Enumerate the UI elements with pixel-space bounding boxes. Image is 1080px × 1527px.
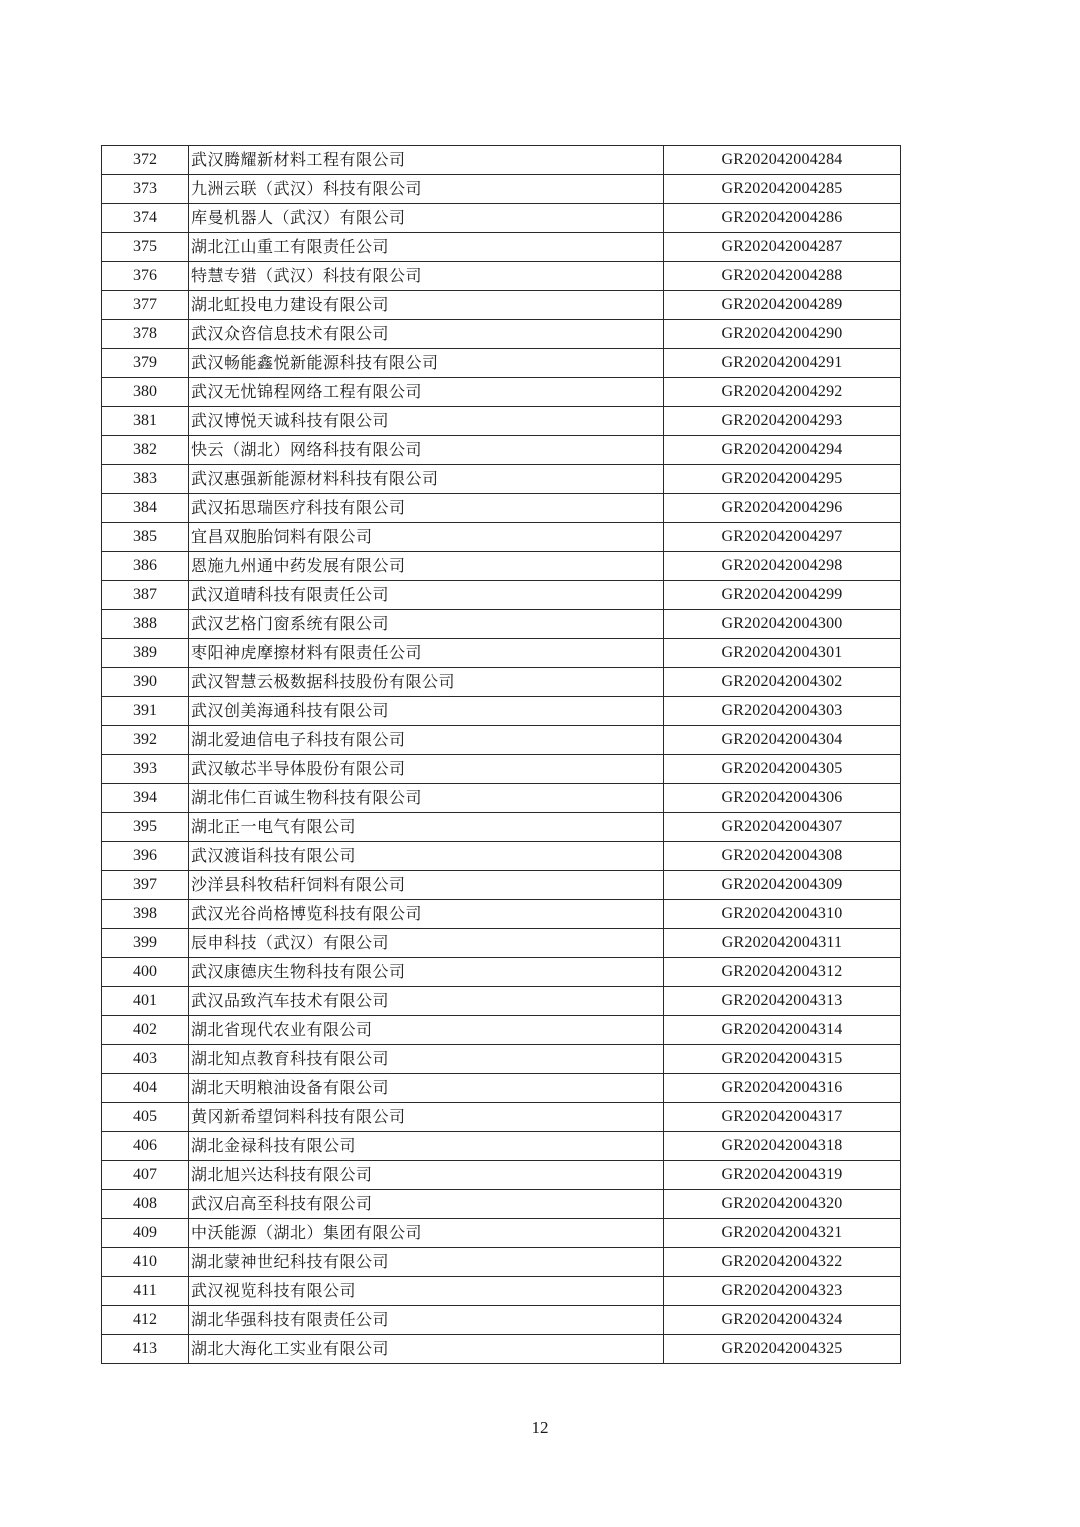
company-name-cell: 武汉智慧云极数据科技股份有限公司 [189, 668, 664, 697]
certificate-code-cell: GR202042004298 [664, 552, 901, 581]
row-number-cell: 385 [102, 523, 189, 552]
table-row [102, 349, 901, 378]
company-name-cell: 湖北省现代农业有限公司 [189, 1016, 664, 1045]
certificate-code-cell: GR202042004295 [664, 465, 901, 494]
table-row [102, 146, 901, 175]
certificate-code-cell: GR202042004299 [664, 581, 901, 610]
company-name-cell: 武汉道晴科技有限责任公司 [189, 581, 664, 610]
company-name-cell: 湖北爱迪信电子科技有限公司 [189, 726, 664, 755]
certificate-code-cell: GR202042004318 [664, 1132, 901, 1161]
table-row [102, 1074, 901, 1103]
certificate-code-cell: GR202042004322 [664, 1248, 901, 1277]
company-name-cell: 沙洋县科牧秸秆饲料有限公司 [189, 871, 664, 900]
row-number-cell: 390 [102, 668, 189, 697]
company-name-cell: 湖北伟仁百诚生物科技有限公司 [189, 784, 664, 813]
company-name-cell: 武汉畅能鑫悦新能源科技有限公司 [189, 349, 664, 378]
row-number-cell: 413 [102, 1335, 189, 1364]
table-row [102, 987, 901, 1016]
certificate-code-cell: GR202042004305 [664, 755, 901, 784]
certificate-code-cell: GR202042004308 [664, 842, 901, 871]
certificate-code-cell: GR202042004301 [664, 639, 901, 668]
row-number-cell: 387 [102, 581, 189, 610]
table-row [102, 407, 901, 436]
row-number-cell: 374 [102, 204, 189, 233]
certificate-code-cell: GR202042004312 [664, 958, 901, 987]
row-number-cell: 396 [102, 842, 189, 871]
certificate-code-cell: GR202042004289 [664, 291, 901, 320]
certificate-code-cell: GR202042004304 [664, 726, 901, 755]
row-number-cell: 392 [102, 726, 189, 755]
row-number-cell: 409 [102, 1219, 189, 1248]
row-number-cell: 380 [102, 378, 189, 407]
company-name-cell: 湖北旭兴达科技有限公司 [189, 1161, 664, 1190]
table-row [102, 262, 901, 291]
table-row [102, 1161, 901, 1190]
certificate-code-cell: GR202042004324 [664, 1306, 901, 1335]
row-number-cell: 391 [102, 697, 189, 726]
company-name-cell: 武汉腾耀新材料工程有限公司 [189, 146, 664, 175]
certificate-code-cell: GR202042004287 [664, 233, 901, 262]
row-number-cell: 406 [102, 1132, 189, 1161]
company-name-cell: 武汉视览科技有限公司 [189, 1277, 664, 1306]
certificate-code-cell: GR202042004296 [664, 494, 901, 523]
certificate-code-cell: GR202042004306 [664, 784, 901, 813]
row-number-cell: 395 [102, 813, 189, 842]
row-number-cell: 377 [102, 291, 189, 320]
company-name-cell: 武汉康德庆生物科技有限公司 [189, 958, 664, 987]
certificate-code-cell: GR202042004321 [664, 1219, 901, 1248]
certificate-code-cell: GR202042004288 [664, 262, 901, 291]
table-row [102, 465, 901, 494]
table-row [102, 871, 901, 900]
table-row [102, 929, 901, 958]
table-row [102, 958, 901, 987]
table-row [102, 320, 901, 349]
certificate-code-cell: GR202042004293 [664, 407, 901, 436]
company-name-cell: 宜昌双胞胎饲料有限公司 [189, 523, 664, 552]
table-row [102, 668, 901, 697]
row-number-cell: 376 [102, 262, 189, 291]
table-row [102, 523, 901, 552]
certificate-code-cell: GR202042004300 [664, 610, 901, 639]
row-number-cell: 382 [102, 436, 189, 465]
company-name-cell: 九洲云联（武汉）科技有限公司 [189, 175, 664, 204]
table-row [102, 1016, 901, 1045]
table-row [102, 1335, 901, 1364]
table-row [102, 291, 901, 320]
table-row [102, 436, 901, 465]
table-row [102, 204, 901, 233]
company-name-cell: 恩施九州通中药发展有限公司 [189, 552, 664, 581]
company-name-cell: 特慧专猎（武汉）科技有限公司 [189, 262, 664, 291]
company-name-cell: 库曼机器人（武汉）有限公司 [189, 204, 664, 233]
table-row [102, 900, 901, 929]
company-name-cell: 武汉敏芯半导体股份有限公司 [189, 755, 664, 784]
company-table [101, 145, 901, 1364]
table-row [102, 1132, 901, 1161]
company-name-cell: 辰申科技（武汉）有限公司 [189, 929, 664, 958]
certificate-code-cell: GR202042004286 [664, 204, 901, 233]
company-name-cell: 武汉渡诣科技有限公司 [189, 842, 664, 871]
row-number-cell: 386 [102, 552, 189, 581]
row-number-cell: 398 [102, 900, 189, 929]
row-number-cell: 411 [102, 1277, 189, 1306]
company-name-cell: 武汉品致汽车技术有限公司 [189, 987, 664, 1016]
certificate-code-cell: GR202042004313 [664, 987, 901, 1016]
table-row [102, 378, 901, 407]
row-number-cell: 410 [102, 1248, 189, 1277]
company-name-cell: 湖北江山重工有限责任公司 [189, 233, 664, 262]
row-number-cell: 400 [102, 958, 189, 987]
table-row [102, 697, 901, 726]
row-number-cell: 393 [102, 755, 189, 784]
row-number-cell: 383 [102, 465, 189, 494]
certificate-code-cell: GR202042004315 [664, 1045, 901, 1074]
table-row [102, 1219, 901, 1248]
certificate-code-cell: GR202042004285 [664, 175, 901, 204]
row-number-cell: 379 [102, 349, 189, 378]
row-number-cell: 407 [102, 1161, 189, 1190]
row-number-cell: 373 [102, 175, 189, 204]
company-name-cell: 武汉创美海通科技有限公司 [189, 697, 664, 726]
table-row [102, 1103, 901, 1132]
company-name-cell: 湖北天明粮油设备有限公司 [189, 1074, 664, 1103]
row-number-cell: 405 [102, 1103, 189, 1132]
row-number-cell: 412 [102, 1306, 189, 1335]
certificate-code-cell: GR202042004294 [664, 436, 901, 465]
company-name-cell: 武汉启高至科技有限公司 [189, 1190, 664, 1219]
certificate-code-cell: GR202042004291 [664, 349, 901, 378]
row-number-cell: 403 [102, 1045, 189, 1074]
company-name-cell: 武汉无忧锦程网络工程有限公司 [189, 378, 664, 407]
certificate-code-cell: GR202042004292 [664, 378, 901, 407]
table-row [102, 1045, 901, 1074]
certificate-code-cell: GR202042004316 [664, 1074, 901, 1103]
table-row [102, 1190, 901, 1219]
page-number: 12 [531, 1418, 549, 1437]
row-number-cell: 402 [102, 1016, 189, 1045]
company-name-cell: 中沃能源（湖北）集团有限公司 [189, 1219, 664, 1248]
table-row [102, 813, 901, 842]
row-number-cell: 381 [102, 407, 189, 436]
company-name-cell: 湖北虹投电力建设有限公司 [189, 291, 664, 320]
company-name-cell: 湖北华强科技有限责任公司 [189, 1306, 664, 1335]
certificate-code-cell: GR202042004319 [664, 1161, 901, 1190]
certificate-code-cell: GR202042004325 [664, 1335, 901, 1364]
company-name-cell: 湖北大海化工实业有限公司 [189, 1335, 664, 1364]
certificate-code-cell: GR202042004317 [664, 1103, 901, 1132]
table-row [102, 233, 901, 262]
company-name-cell: 湖北正一电气有限公司 [189, 813, 664, 842]
company-name-cell: 湖北知点教育科技有限公司 [189, 1045, 664, 1074]
company-table-body [102, 146, 901, 1364]
certificate-code-cell: GR202042004310 [664, 900, 901, 929]
company-name-cell: 枣阳神虎摩擦材料有限责任公司 [189, 639, 664, 668]
company-name-cell: 武汉光谷尚格博览科技有限公司 [189, 900, 664, 929]
company-name-cell: 黄冈新希望饲料科技有限公司 [189, 1103, 664, 1132]
table-row [102, 494, 901, 523]
row-number-cell: 399 [102, 929, 189, 958]
row-number-cell: 397 [102, 871, 189, 900]
table-row [102, 552, 901, 581]
row-number-cell: 375 [102, 233, 189, 262]
company-name-cell: 快云（湖北）网络科技有限公司 [189, 436, 664, 465]
company-name-cell: 湖北金禄科技有限公司 [189, 1132, 664, 1161]
row-number-cell: 384 [102, 494, 189, 523]
table-row [102, 639, 901, 668]
row-number-cell: 404 [102, 1074, 189, 1103]
row-number-cell: 401 [102, 987, 189, 1016]
company-name-cell: 武汉拓思瑞医疗科技有限公司 [189, 494, 664, 523]
table-row [102, 842, 901, 871]
table-row [102, 755, 901, 784]
row-number-cell: 388 [102, 610, 189, 639]
company-name-cell: 湖北蒙神世纪科技有限公司 [189, 1248, 664, 1277]
certificate-code-cell: GR202042004311 [664, 929, 901, 958]
certificate-code-cell: GR202042004303 [664, 697, 901, 726]
certificate-code-cell: GR202042004284 [664, 146, 901, 175]
certificate-code-cell: GR202042004320 [664, 1190, 901, 1219]
certificate-code-cell: GR202042004309 [664, 871, 901, 900]
certificate-code-cell: GR202042004323 [664, 1277, 901, 1306]
row-number-cell: 372 [102, 146, 189, 175]
company-name-cell: 武汉博悦天诚科技有限公司 [189, 407, 664, 436]
company-name-cell: 武汉惠强新能源材料科技有限公司 [189, 465, 664, 494]
certificate-code-cell: GR202042004307 [664, 813, 901, 842]
table-row [102, 1248, 901, 1277]
table-row [102, 1277, 901, 1306]
certificate-code-cell: GR202042004302 [664, 668, 901, 697]
row-number-cell: 389 [102, 639, 189, 668]
table-row [102, 610, 901, 639]
certificate-code-cell: GR202042004290 [664, 320, 901, 349]
table-row [102, 726, 901, 755]
table-row [102, 1306, 901, 1335]
row-number-cell: 408 [102, 1190, 189, 1219]
table-row [102, 581, 901, 610]
row-number-cell: 394 [102, 784, 189, 813]
certificate-code-cell: GR202042004314 [664, 1016, 901, 1045]
company-name-cell: 武汉众咨信息技术有限公司 [189, 320, 664, 349]
table-row [102, 784, 901, 813]
company-name-cell: 武汉艺格门窗系统有限公司 [189, 610, 664, 639]
certificate-code-cell: GR202042004297 [664, 523, 901, 552]
row-number-cell: 378 [102, 320, 189, 349]
table-row [102, 175, 901, 204]
